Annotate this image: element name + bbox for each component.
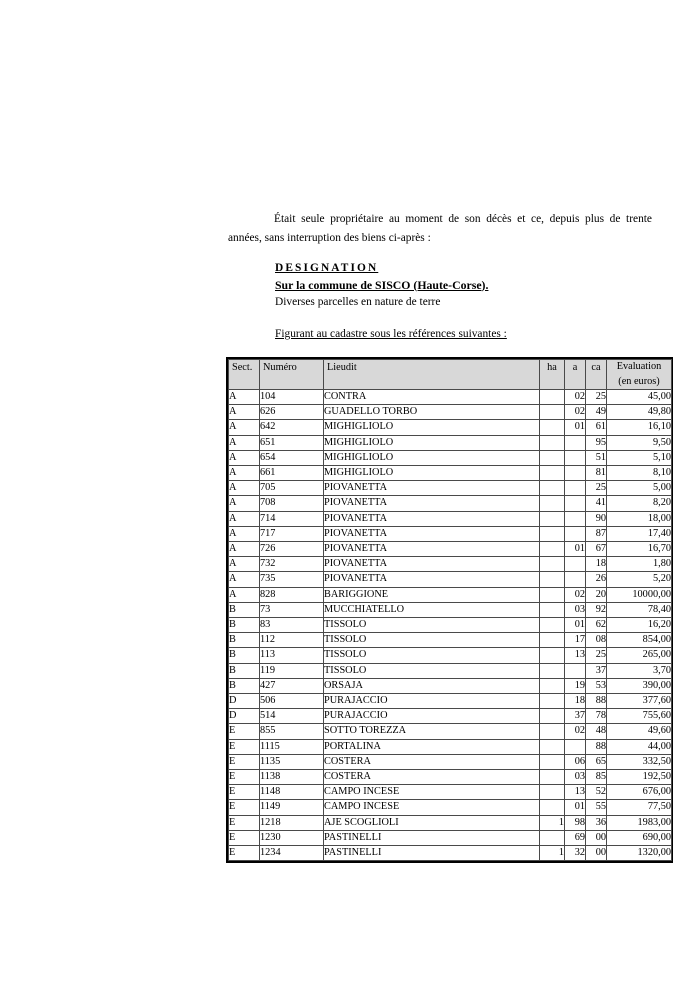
- cell-a: 01: [565, 420, 586, 435]
- cell-eval: 16,70: [607, 542, 672, 557]
- cell-lieu: PIOVANETTA: [324, 481, 540, 496]
- cell-eval: 16,20: [607, 618, 672, 633]
- designation-heading: DESIGNATION: [275, 262, 379, 274]
- table-row: [229, 602, 672, 617]
- table-row: [229, 481, 672, 496]
- cell-eval: 5,10: [607, 450, 672, 465]
- cell-lieu: PIOVANETTA: [324, 557, 540, 572]
- cell-sect: E: [229, 770, 260, 785]
- cell-ca: 67: [586, 542, 607, 557]
- table-row: [229, 572, 672, 587]
- cell-num: 705: [260, 481, 324, 496]
- cell-eval: 49,60: [607, 724, 672, 739]
- cell-lieu: SOTTO TOREZZA: [324, 724, 540, 739]
- commune-line: Sur la commune de SISCO (Haute-Corse).: [275, 277, 489, 292]
- cell-ha: [540, 602, 565, 617]
- table-row: [229, 663, 672, 678]
- table-row: [229, 557, 672, 572]
- cell-ca: 41: [586, 496, 607, 511]
- cell-num: 732: [260, 557, 324, 572]
- cell-ha: [540, 830, 565, 845]
- cell-a: 01: [565, 800, 586, 815]
- cell-a: [565, 572, 586, 587]
- cell-sect: A: [229, 420, 260, 435]
- cell-a: [565, 481, 586, 496]
- cell-eval: 8,20: [607, 496, 672, 511]
- cell-sect: A: [229, 390, 260, 405]
- cell-lieu: PIOVANETTA: [324, 542, 540, 557]
- table-row: [229, 526, 672, 541]
- table-row: [229, 739, 672, 754]
- cell-a: 02: [565, 390, 586, 405]
- cell-sect: D: [229, 709, 260, 724]
- cell-sect: E: [229, 724, 260, 739]
- cell-ca: 48: [586, 724, 607, 739]
- cell-ca: 26: [586, 572, 607, 587]
- cell-eval: 332,50: [607, 754, 672, 769]
- cell-num: 1230: [260, 830, 324, 845]
- cell-lieu: COSTERA: [324, 754, 540, 769]
- cell-sect: A: [229, 481, 260, 496]
- cell-ha: [540, 648, 565, 663]
- cell-sect: A: [229, 435, 260, 450]
- cell-eval: 5,00: [607, 481, 672, 496]
- figurant-line: Figurant au cadastre sous les références suivantes :: [275, 328, 507, 340]
- cell-sect: E: [229, 815, 260, 830]
- cell-num: 1218: [260, 815, 324, 830]
- cell-sect: E: [229, 830, 260, 845]
- cell-num: 651: [260, 435, 324, 450]
- cell-lieu: MIGHIGLIOLO: [324, 435, 540, 450]
- cell-a: 17: [565, 633, 586, 648]
- column-header-lieudit: Lieudit: [324, 360, 540, 390]
- cell-a: 69: [565, 830, 586, 845]
- cell-eval: 18,00: [607, 511, 672, 526]
- cell-ca: 55: [586, 800, 607, 815]
- cell-eval: 1983,00: [607, 815, 672, 830]
- cell-a: [565, 557, 586, 572]
- cell-ha: [540, 466, 565, 481]
- cell-sect: B: [229, 602, 260, 617]
- column-header-numero: Numéro: [260, 360, 324, 390]
- cell-ca: 25: [586, 481, 607, 496]
- cell-ha: [540, 496, 565, 511]
- cell-ha: [540, 770, 565, 785]
- cell-num: 855: [260, 724, 324, 739]
- table-row: [229, 800, 672, 815]
- cell-ca: 87: [586, 526, 607, 541]
- cell-num: 1115: [260, 739, 324, 754]
- cell-ha: [540, 709, 565, 724]
- cell-lieu: GUADELLO TORBO: [324, 405, 540, 420]
- cell-lieu: PURAJACCIO: [324, 709, 540, 724]
- cadastre-table: [228, 359, 672, 861]
- cell-lieu: AJE SCOGLIOLI: [324, 815, 540, 830]
- cell-eval: 854,00: [607, 633, 672, 648]
- cell-ca: 92: [586, 602, 607, 617]
- cell-a: 18: [565, 694, 586, 709]
- column-header-a: a: [565, 360, 586, 390]
- cell-lieu: PIOVANETTA: [324, 496, 540, 511]
- table-row: [229, 633, 672, 648]
- table-row: [229, 648, 672, 663]
- cell-num: 1234: [260, 846, 324, 861]
- cell-sect: A: [229, 587, 260, 602]
- table-row: [229, 450, 672, 465]
- cell-num: 626: [260, 405, 324, 420]
- column-header-ca: ca: [586, 360, 607, 390]
- table-row: [229, 420, 672, 435]
- cell-eval: 390,00: [607, 678, 672, 693]
- cell-sect: B: [229, 648, 260, 663]
- cadastre-table-wrapper: [226, 357, 673, 863]
- table-row: [229, 511, 672, 526]
- table-header-row: [229, 360, 672, 390]
- cell-num: 708: [260, 496, 324, 511]
- cell-a: 02: [565, 405, 586, 420]
- cell-num: 112: [260, 633, 324, 648]
- table-row: [229, 390, 672, 405]
- cell-eval: 377,60: [607, 694, 672, 709]
- cell-eval: 9,50: [607, 435, 672, 450]
- cell-ha: [540, 739, 565, 754]
- cell-sect: E: [229, 739, 260, 754]
- cell-sect: B: [229, 633, 260, 648]
- cell-ca: 81: [586, 466, 607, 481]
- cell-a: 32: [565, 846, 586, 861]
- cell-ca: 95: [586, 435, 607, 450]
- table-row: [229, 542, 672, 557]
- cell-ha: [540, 481, 565, 496]
- table-row: [229, 678, 672, 693]
- cell-sect: A: [229, 496, 260, 511]
- intro-paragraph: Était seule propriétaire au moment de son décès et ce, depuis plus de trente années, sans interruption des biens ci-après :: [228, 213, 652, 244]
- cell-ha: [540, 633, 565, 648]
- cell-ca: 62: [586, 618, 607, 633]
- cell-num: 113: [260, 648, 324, 663]
- cell-num: 514: [260, 709, 324, 724]
- table-body: [229, 390, 672, 861]
- cell-ca: 08: [586, 633, 607, 648]
- cell-a: 02: [565, 724, 586, 739]
- cell-ha: [540, 390, 565, 405]
- cell-num: 1148: [260, 785, 324, 800]
- cell-ha: [540, 557, 565, 572]
- cell-ha: [540, 754, 565, 769]
- cell-num: 726: [260, 542, 324, 557]
- cell-lieu: COSTERA: [324, 770, 540, 785]
- cell-ca: 52: [586, 785, 607, 800]
- cell-ha: [540, 618, 565, 633]
- table-row: [229, 724, 672, 739]
- cell-ha: [540, 435, 565, 450]
- cell-ca: 85: [586, 770, 607, 785]
- cell-lieu: PORTALINA: [324, 739, 540, 754]
- cell-eval: 690,00: [607, 830, 672, 845]
- cell-a: 19: [565, 678, 586, 693]
- cell-num: 642: [260, 420, 324, 435]
- cell-ha: [540, 405, 565, 420]
- cell-eval: 44,00: [607, 739, 672, 754]
- cell-eval: 755,60: [607, 709, 672, 724]
- cell-num: 717: [260, 526, 324, 541]
- cell-ha: [540, 542, 565, 557]
- cell-lieu: PIOVANETTA: [324, 526, 540, 541]
- cell-a: 03: [565, 770, 586, 785]
- cell-eval: 49,80: [607, 405, 672, 420]
- cell-sect: B: [229, 678, 260, 693]
- cell-ca: 18: [586, 557, 607, 572]
- table-row: [229, 694, 672, 709]
- table-row: [229, 435, 672, 450]
- cell-num: 735: [260, 572, 324, 587]
- cell-num: 104: [260, 390, 324, 405]
- cell-sect: A: [229, 466, 260, 481]
- cell-eval: 78,40: [607, 602, 672, 617]
- cell-lieu: PIOVANETTA: [324, 511, 540, 526]
- cell-lieu: MUCCHIATELLO: [324, 602, 540, 617]
- cell-ha: [540, 450, 565, 465]
- cell-lieu: CONTRA: [324, 390, 540, 405]
- column-header-evaluation-line1: Evaluation: [616, 361, 662, 372]
- column-header-evaluation: [607, 360, 672, 390]
- cell-num: 661: [260, 466, 324, 481]
- cell-lieu: MIGHIGLIOLO: [324, 450, 540, 465]
- column-header-ha: ha: [540, 360, 565, 390]
- cell-lieu: MIGHIGLIOLO: [324, 466, 540, 481]
- cell-lieu: PASTINELLI: [324, 846, 540, 861]
- cell-num: 427: [260, 678, 324, 693]
- cell-eval: 676,00: [607, 785, 672, 800]
- cell-ca: 51: [586, 450, 607, 465]
- cell-sect: A: [229, 526, 260, 541]
- cell-sect: A: [229, 450, 260, 465]
- cell-a: [565, 511, 586, 526]
- cell-lieu: TISSOLO: [324, 633, 540, 648]
- table-row: [229, 496, 672, 511]
- cell-a: [565, 739, 586, 754]
- cell-ca: 37: [586, 663, 607, 678]
- cell-sect: B: [229, 663, 260, 678]
- cell-a: 03: [565, 602, 586, 617]
- cell-eval: 8,10: [607, 466, 672, 481]
- cell-num: 119: [260, 663, 324, 678]
- cell-ha: [540, 724, 565, 739]
- cell-ha: [540, 678, 565, 693]
- cell-ca: 65: [586, 754, 607, 769]
- cell-ha: [540, 785, 565, 800]
- cell-num: 506: [260, 694, 324, 709]
- cell-a: 13: [565, 785, 586, 800]
- cell-sect: B: [229, 618, 260, 633]
- table-row: [229, 846, 672, 861]
- cell-num: 1149: [260, 800, 324, 815]
- cell-ca: 78: [586, 709, 607, 724]
- cell-ha: [540, 420, 565, 435]
- table-row: [229, 785, 672, 800]
- cell-ha: [540, 694, 565, 709]
- table-row: [229, 405, 672, 420]
- cell-num: 73: [260, 602, 324, 617]
- column-header-evaluation-line2: (en euros): [618, 375, 660, 387]
- cell-eval: 10000,00: [607, 587, 672, 602]
- cell-lieu: TISSOLO: [324, 663, 540, 678]
- cell-eval: 265,00: [607, 648, 672, 663]
- cell-eval: 45,00: [607, 390, 672, 405]
- cell-lieu: CAMPO INCESE: [324, 785, 540, 800]
- cell-lieu: ORSAJA: [324, 678, 540, 693]
- cell-a: 02: [565, 587, 586, 602]
- table-row: [229, 466, 672, 481]
- cell-ca: 20: [586, 587, 607, 602]
- cell-lieu: BARIGGIONE: [324, 587, 540, 602]
- cell-sect: A: [229, 405, 260, 420]
- cell-ha: [540, 526, 565, 541]
- cell-ca: 61: [586, 420, 607, 435]
- cell-num: 828: [260, 587, 324, 602]
- cell-a: [565, 435, 586, 450]
- cell-eval: 16,10: [607, 420, 672, 435]
- cell-eval: 17,40: [607, 526, 672, 541]
- cell-ha: [540, 511, 565, 526]
- cell-lieu: CAMPO INCESE: [324, 800, 540, 815]
- cell-num: 1135: [260, 754, 324, 769]
- cell-lieu: PIOVANETTA: [324, 572, 540, 587]
- cell-ca: 53: [586, 678, 607, 693]
- cell-a: [565, 466, 586, 481]
- cell-a: 13: [565, 648, 586, 663]
- cell-eval: 1320,00: [607, 846, 672, 861]
- cell-sect: A: [229, 511, 260, 526]
- table-row: [229, 709, 672, 724]
- designation-block: [275, 261, 655, 311]
- cell-eval: 5,20: [607, 572, 672, 587]
- table-row: [229, 815, 672, 830]
- cell-ha: [540, 663, 565, 678]
- cell-sect: A: [229, 572, 260, 587]
- cell-ca: 49: [586, 405, 607, 420]
- cell-num: 1138: [260, 770, 324, 785]
- cell-lieu: TISSOLO: [324, 648, 540, 663]
- cell-ca: 88: [586, 694, 607, 709]
- table-row: [229, 618, 672, 633]
- cell-ca: 25: [586, 648, 607, 663]
- cell-a: [565, 496, 586, 511]
- cell-lieu: PASTINELLI: [324, 830, 540, 845]
- cell-num: 714: [260, 511, 324, 526]
- cell-a: [565, 450, 586, 465]
- cell-ha: 1: [540, 846, 565, 861]
- cell-ha: [540, 587, 565, 602]
- cell-ca: 25: [586, 390, 607, 405]
- cell-a: 37: [565, 709, 586, 724]
- parcelles-line: Diverses parcelles en nature de terre: [275, 296, 441, 308]
- cell-lieu: TISSOLO: [324, 618, 540, 633]
- cell-ca: 00: [586, 846, 607, 861]
- cell-num: 83: [260, 618, 324, 633]
- cell-lieu: MIGHIGLIOLO: [324, 420, 540, 435]
- cell-ca: 90: [586, 511, 607, 526]
- cell-sect: A: [229, 557, 260, 572]
- cell-ha: 1: [540, 815, 565, 830]
- cell-sect: E: [229, 800, 260, 815]
- cell-ca: 88: [586, 739, 607, 754]
- cell-sect: D: [229, 694, 260, 709]
- cell-sect: E: [229, 754, 260, 769]
- cell-a: 06: [565, 754, 586, 769]
- table-row: [229, 770, 672, 785]
- cell-a: [565, 663, 586, 678]
- cell-ca: 00: [586, 830, 607, 845]
- cell-a: [565, 526, 586, 541]
- cell-a: 98: [565, 815, 586, 830]
- table-row: [229, 754, 672, 769]
- cell-sect: E: [229, 785, 260, 800]
- cell-eval: 3,70: [607, 663, 672, 678]
- cell-lieu: PURAJACCIO: [324, 694, 540, 709]
- cell-sect: A: [229, 542, 260, 557]
- cell-eval: 192,50: [607, 770, 672, 785]
- cell-ca: 36: [586, 815, 607, 830]
- table-row: [229, 830, 672, 845]
- cell-num: 654: [260, 450, 324, 465]
- table-header: [229, 360, 672, 390]
- cell-ha: [540, 800, 565, 815]
- column-header-sect: Sect.: [229, 360, 260, 390]
- cell-eval: 77,50: [607, 800, 672, 815]
- cell-ha: [540, 572, 565, 587]
- cell-eval: 1,80: [607, 557, 672, 572]
- cell-a: 01: [565, 618, 586, 633]
- table-row: [229, 587, 672, 602]
- cell-a: 01: [565, 542, 586, 557]
- cell-sect: E: [229, 846, 260, 861]
